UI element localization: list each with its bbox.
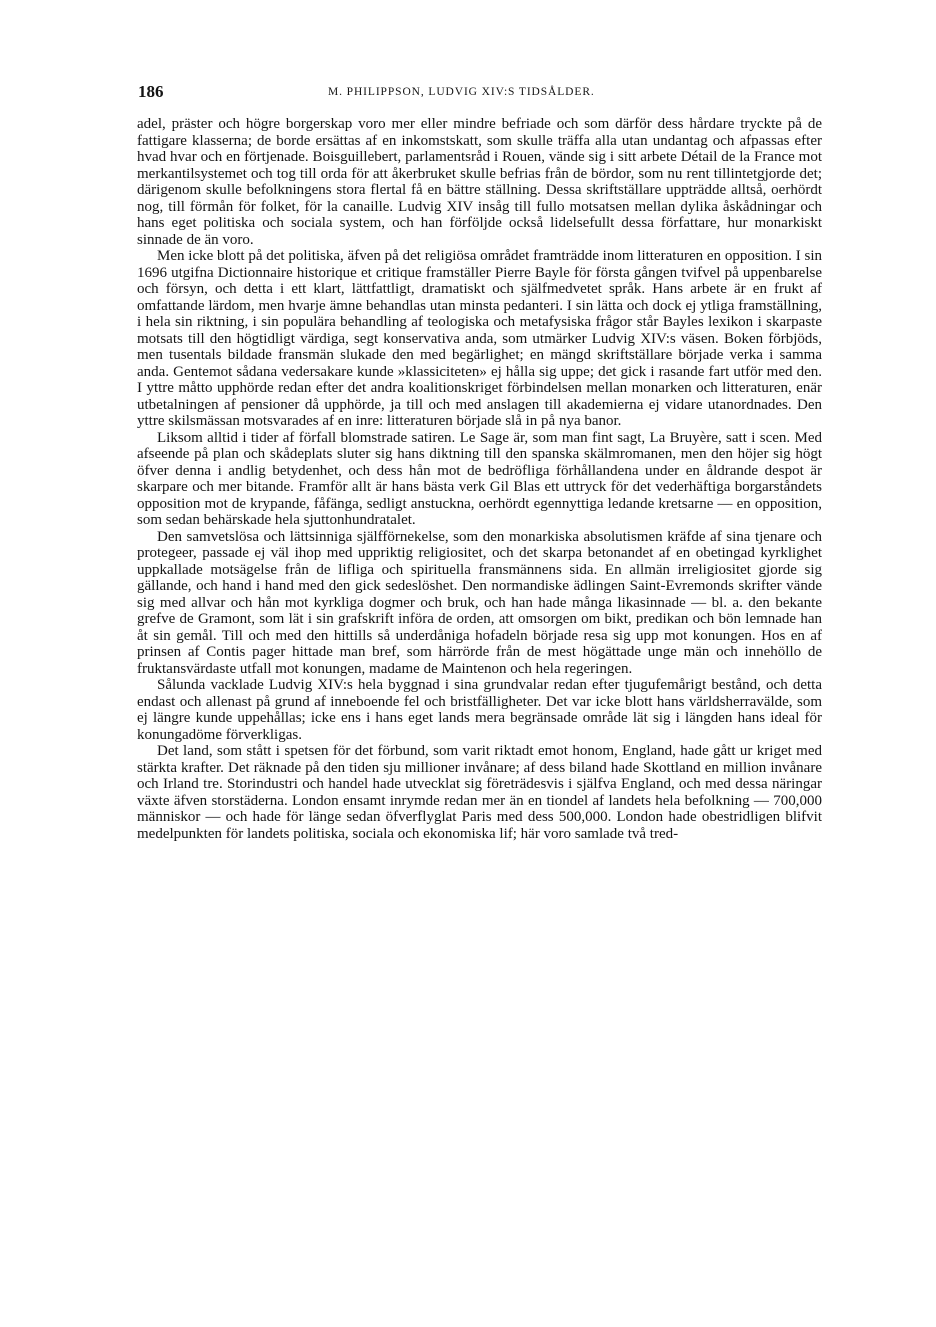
page-header: [138, 82, 823, 106]
paragraph: adel, präster och högre borgerskap voro mer eller mindre befriade och som därför dess hårdare tryckte på de fattigare klasserna; de borde ersättas af en inkomstskatt, som skulle träffa alla utan undantag och afpassas efter hvad hvar och en förtjenade. Boisguillebert, parlamentsråd i Rouen, vände sig i sitt arbete Détail de la France mot merkantilsystemet och tog till orda för att åkerbruket skulle befrias från de bördor, som nu rent tillintetgjorde det; därigenom skulle befolkningens stora flertal få en bättre ställning. Dessa skriftställare uppträdde alltså, oerhördt nog, till förmån för folket, för la canaille. Ludvig XIV insåg till fullo motsatsen mellan dylika åskådningar och hans eget politiska och sociala system, och han förföljde också lidelsefullt dessa författare, hur monarkiskt sinnade de än voro.: [137, 116, 822, 248]
running-title: M. PHILIPPSON, LUDVIG XIV:S TIDSÅLDER.: [328, 86, 595, 98]
paragraph: Liksom alltid i tider af förfall blomstrade satiren. Le Sage är, som man fint sagt, La Bruyère, satt i scen. Med afseende på plan och skådeplats sluter sig hans diktning till den spanska skälmromanen, men den höjer sig högt öfver denna i andlig betydenhet, och dess hån mot de bedröfliga förhållandena under en åldrande despot är skarpare och mer bitande. Framför allt är hans bästa verk Gil Blas ett uttryck för det vederhäftiga borgarståndets opposition mot de krypande, fåfänga, sedligt anstuckna, oerhördt egennyttiga ledande kretsarne — en opposition, som sedan behärskade hela sjuttonhundratalet.: [137, 429, 822, 528]
paragraph: Men icke blott på det politiska, äfven på det religiösa området framträdde inom litteraturen en opposition. I sin 1696 utgifna Dictionnaire historique et critique framställer Pierre Bayle för första gången tvifvel på uppenbarelse och försyn, och detta i ett klart, lättfattligt, dramatiskt och själfmedvetet språk. Hans arbete är en frukt af omfattande lärdom, men hvarje ämne behandlas utan minsta pedanteri. I sin lätta och dock ej ytliga framställning, i hela sin riktning, i sin populära behandling af teologiska och metafysiska frågor står Bayles lexikon i skarpaste motsats till den högtidligt värdiga, segt konservativa anda, som utmärker Ludvig XIV:s väsen. Boken förbjöds, men tusentals bildade fransmän slukade den med begärlighet; en mängd skriftställare började verka i samma anda. Gentemot sådana vedersakare kunde »klassiciteten» ej hålla sig uppe; det gick i rasande fart utför med den. I yttre måtto upphörde redan efter det andra koalitionskriget förbindelsen mellan monarken och litteraturen, enär utbetalningen af pensioner då upphörde, ja till och med anslagen till akademierna ej vidare utanordnades. Den yttre skilsmässan motsvarades af en inre: litteraturen började slå in på nya banor.: [137, 248, 822, 429]
paragraph: Det land, som stått i spetsen för det förbund, som varit riktadt emot honom, England, hade gått ur kriget med stärkta krafter. Det räknade på den tiden sju millioner invånare; af dess biland hade Skottland en million invånare och Irland tre. Storindustri och handel hade utvecklat sig företrädesvis i själfva England, och med dessa näringar växte äfven storstäderna. London ensamt inrymde redan mer än en tiondel af landets hela befolkning — 700,000 människor — och hade för länge sedan öfverflyglat Paris med dess 500,000. London hade obestridligen blifvit medelpunkten för landets politiska, sociala och ekonomiska lif; här voro samlade två tred-: [137, 743, 822, 842]
body-text: [137, 116, 822, 842]
paragraph: Sålunda vacklade Ludvig XIV:s hela byggnad i sina grundvalar redan efter tjugufemårigt bestånd, och detta endast och allenast på grund af inneboende fel och bristfälligheter. Det var icke blott hans världsherravälde, som ej längre kunde uppehållas; icke ens i hans eget lands mera begränsade område lät sig i längden hans ideal för konungadöme förverkligas.: [137, 677, 822, 743]
paragraph: Den samvetslösa och lättsinniga själfförnekelse, som den monarkiska absolutismen kräfde af sina tjenare och protegeer, passade ej väl ihop med uppriktig religiositet, och det skarpa betonandet af en obetingad kyrklighet uppkallade motsägelse från de lifliga och spirituella fransmännens sida. En allmän irreligiositet gjorde sig gällande, och hand i hand med den gick sedeslöshet. Den normandiske ädlingen Saint-Evremonds skrifter vände sig med allvar och hån mot kyrkliga dogmer och bruk, och han hade många likasinnade — bl. a. den bekante grefve de Gramont, som lät i sin grafskrift införa de orden, att omsorgen om bikt, predikan och bön lemnade han åt sin gemål. Till och med den hittills så underdåniga hofadeln började resa sig upp mot konungen. Hos en af prinsen af Contis pager hittade man bref, som härrörde från de mest högättade unge män och innehöllo de fruktansvärdaste utfall mot konungen, madame de Maintenon och hela regeringen.: [137, 528, 822, 677]
page-number: 186: [138, 82, 164, 101]
